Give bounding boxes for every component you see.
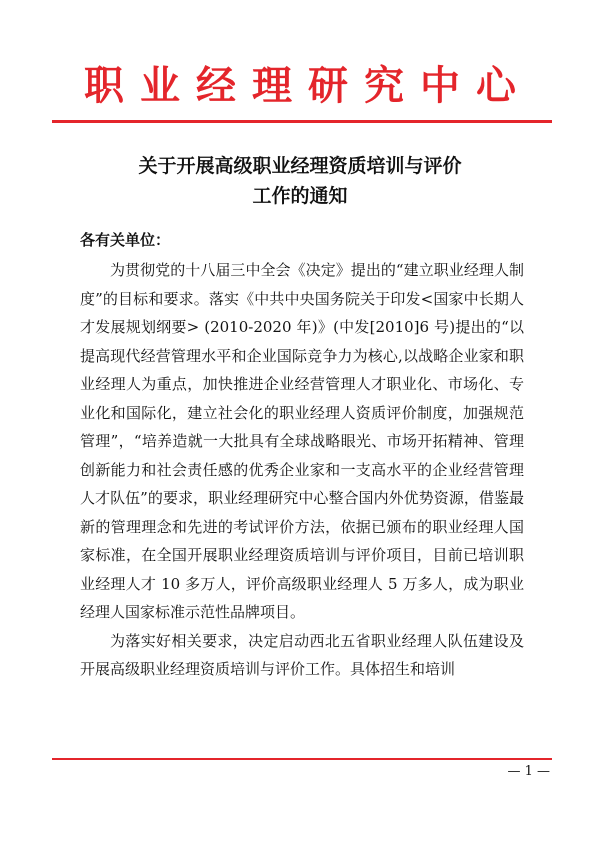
document-title-line-1: 关于开展高级职业经理资质培训与评价 <box>138 155 462 177</box>
body-paragraph-1: 为贯彻党的十八届三中全会《决定》提出的“建立职业经理人制度”的目标和要求。落实《中共中央国务院关于印发<国家中长期人才发展规划纲要> (2010-2020 年)》(中发[2010]6 号)提出的“以提高现代经营管理水平和企业国际竞争力为核心,以战略企业家和职业经理人为重点，加快推进企业经营管理人才职业化、市场化、专业化和国际化，建立社会化的职业经理人资质评价制度，加强规范管理”，“培养造就一大批具有全球战略眼光、市场开拓精神、管理创新能力和社会责任感的优秀企业家和一支高水平的企业经营管理人才队伍”的要求，职业经理研究中心整合国内外优势资源，借鉴最新的管理理念和先进的考试评价方法，依据已颁布的职业经理人国家标准，在全国开展职业经理资质培训与评价项目，目前已培训职业经理人才 10 多万人，评价高级职业经理人 5 万多人，成为职业经理人国家标准示范性品牌项目。 <box>80 261 524 621</box>
letterhead-red-rule <box>52 120 552 123</box>
salutation: 各有关单位： <box>80 231 171 249</box>
body-paragraph-2: 为落实好相关要求，决定启动西北五省职业经理人队伍建设及开展高级职业经理资质培训与评价工作。具体招生和培训 <box>80 631 524 678</box>
document-body <box>80 256 524 684</box>
document-title-line-2: 工作的通知 <box>252 185 348 207</box>
page-number: — 1 — <box>507 764 550 779</box>
letterhead-org-name: 职业经理研究中心 <box>84 62 532 109</box>
footer-red-rule <box>52 758 552 760</box>
